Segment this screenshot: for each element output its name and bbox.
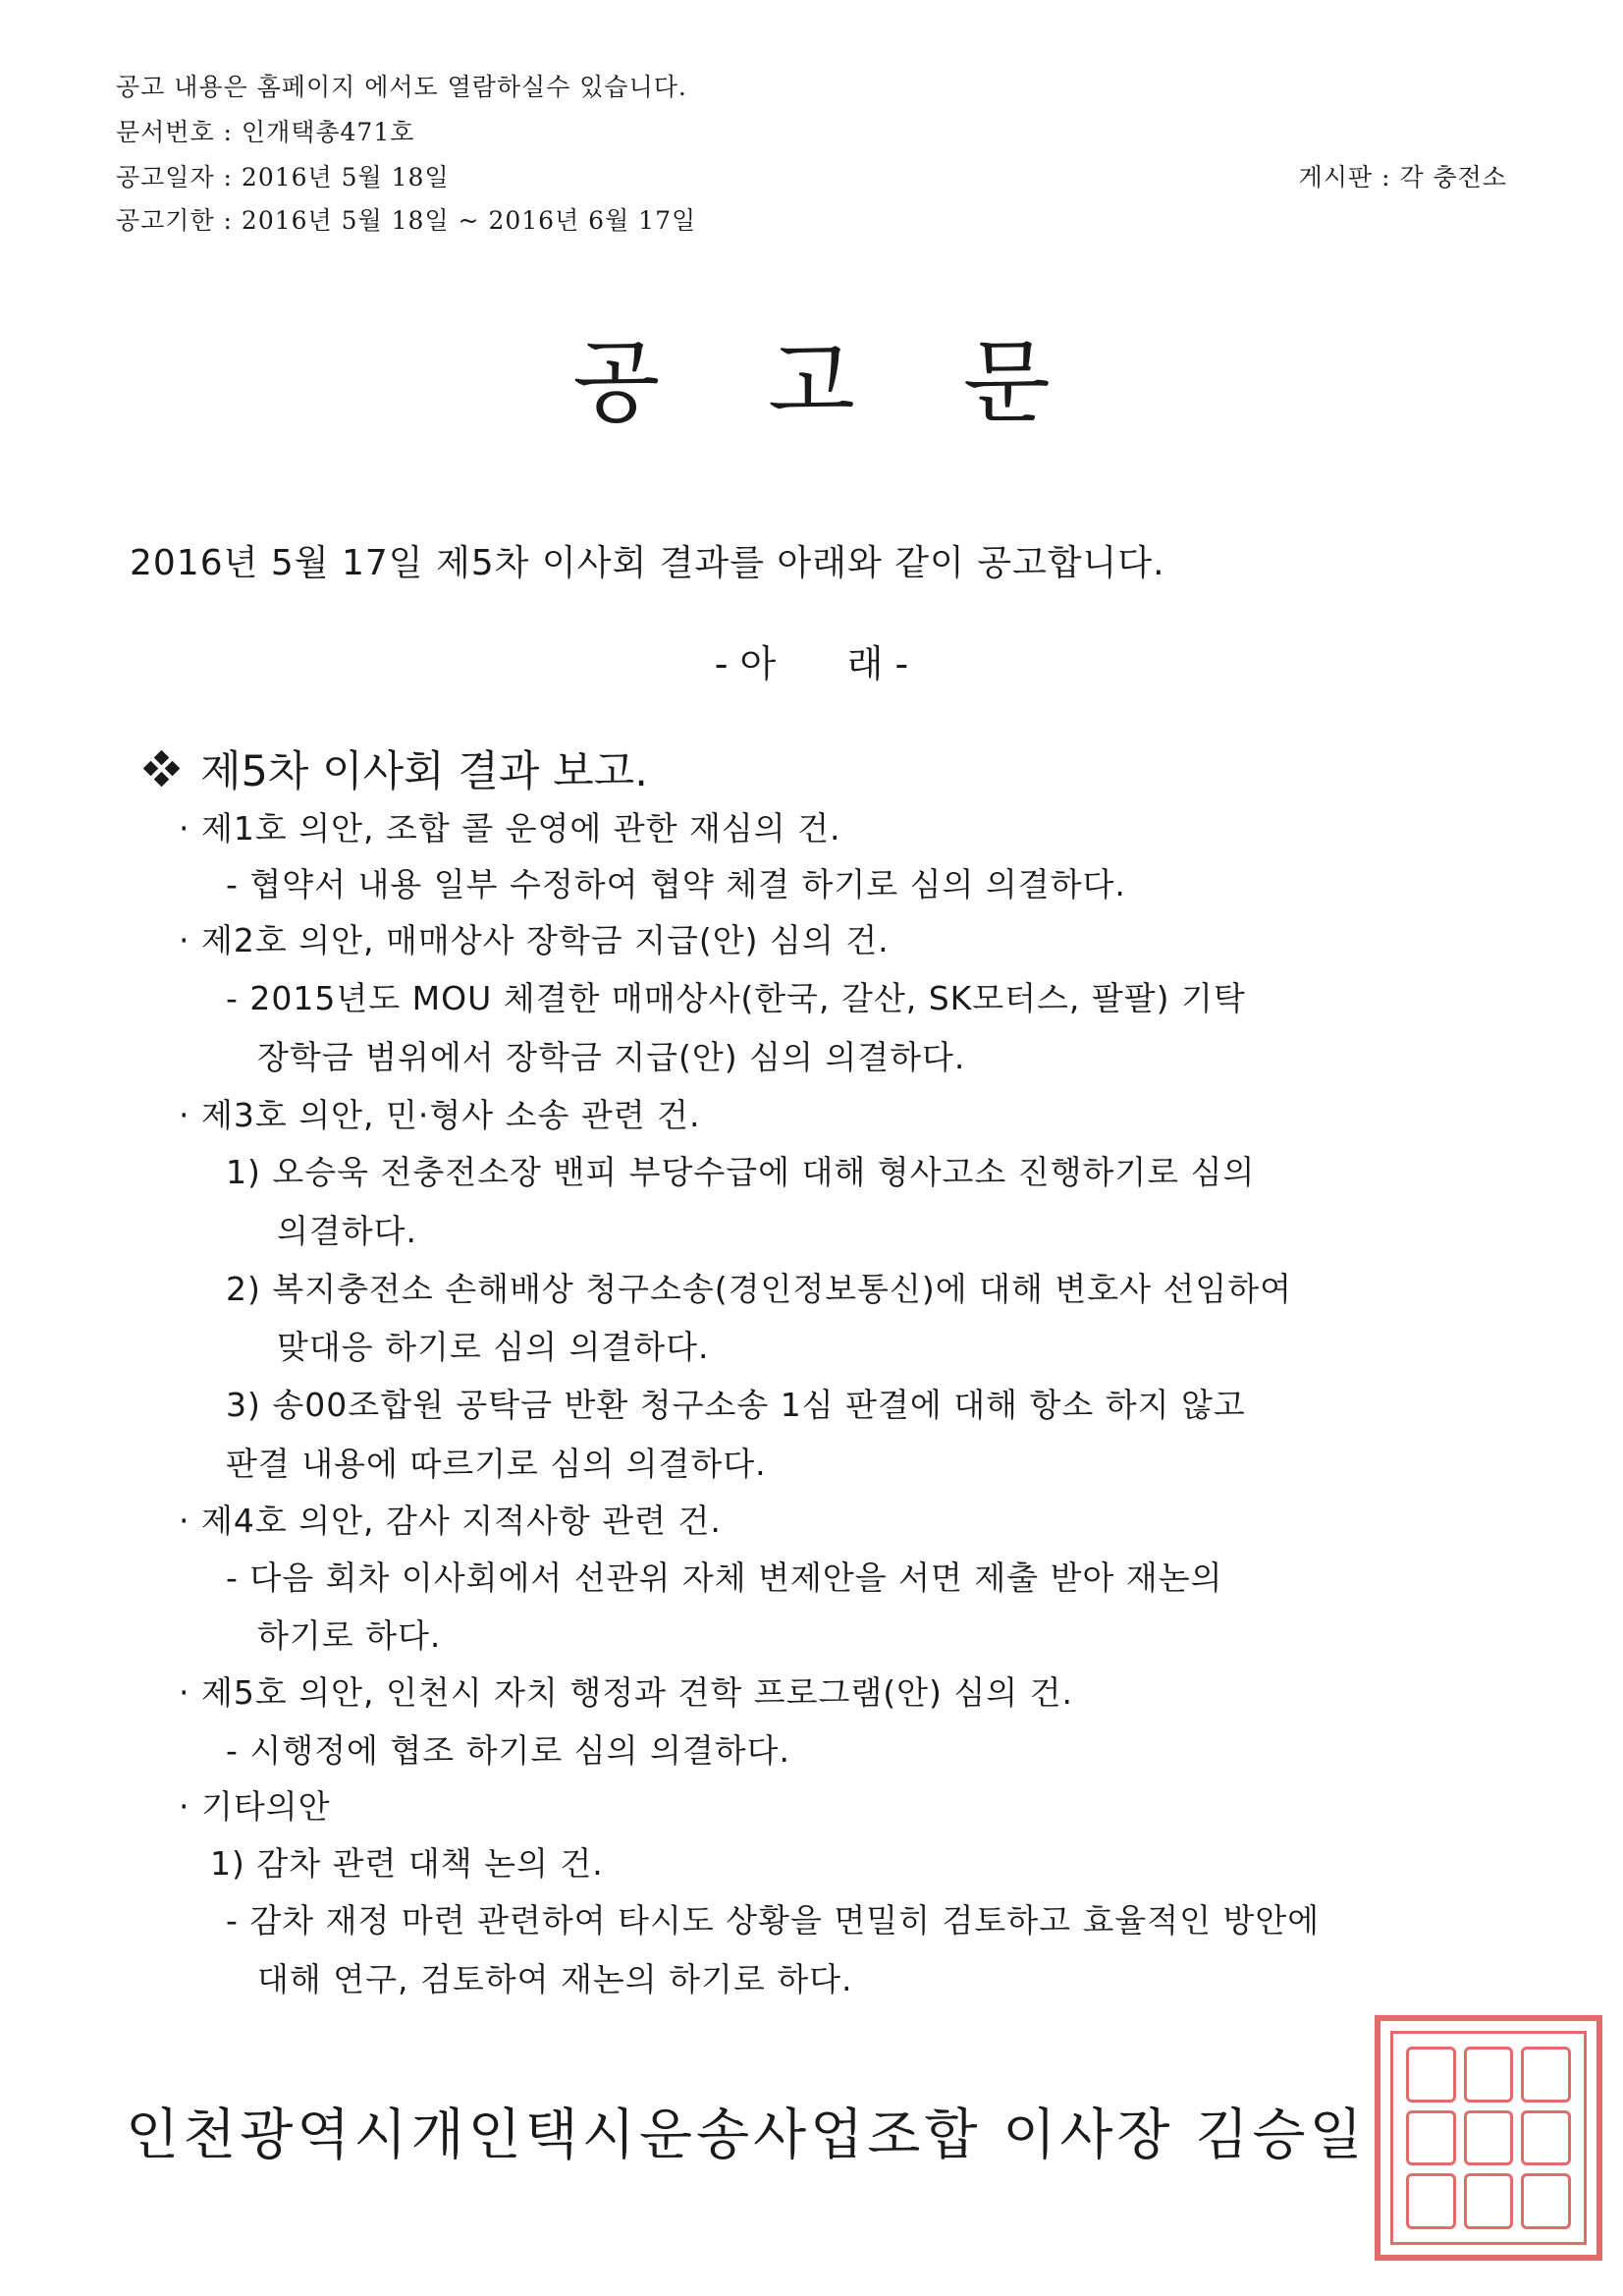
below-label: - 아 래 -	[714, 642, 909, 685]
item-4-detail: - 다음 회차 이사회에서 선관위 자체 변제안을 서면 제출 받아 재논의	[226, 1558, 1223, 1597]
four-diamond-icon	[145, 752, 179, 786]
item-other-sub-1: 1) 감차 관련 대책 논의 건.	[210, 1844, 604, 1883]
item-3-sub-1: 1) 오승욱 전충전소장 밴피 부당수급에 대해 형사고소 진행하기로 심의	[226, 1153, 1256, 1191]
section-heading-text: 제5차 이사회 결과 보고.	[200, 747, 648, 796]
item-other-title: · 기타의안	[179, 1787, 331, 1826]
homepage-notice: 공고 내용은 홈페이지 에서도 열람하실수 있습니다.	[116, 73, 687, 101]
official-seal-stamp	[1375, 2015, 1602, 2261]
intro-text: 2016년 5월 17일 제5차 이사회 결과를 아래와 같이 공고합니다.	[130, 543, 1165, 583]
item-5-detail: - 시행정에 협조 하기로 심의 의결하다.	[226, 1731, 791, 1770]
item-3-sub-2-cont: 맞대응 하기로 심의 의결하다.	[277, 1328, 710, 1366]
item-1-title: · 제1호 의안, 조합 콜 운영에 관한 재심의 건.	[179, 809, 841, 847]
item-other-detail: - 감차 재정 마련 관련하여 타시도 상황을 면밀히 검토하고 효율적인 방안에	[226, 1901, 1321, 1940]
item-3-sub-2: 2) 복지충전소 손해배상 청구소송(경인정보통신)에 대해 변호사 선임하여	[226, 1270, 1293, 1308]
section-heading	[145, 738, 648, 798]
issuer-signature-line: 인천광역시개인택시운송사업조합 이사장 김승일	[126, 2104, 1367, 2167]
item-4-title: · 제4호 의안, 감사 지적사항 관련 건.	[179, 1502, 722, 1540]
notice-period: 공고기한 : 2016년 5월 18일 ~ 2016년 6월 17일	[116, 206, 697, 235]
item-3-sub-3-cont: 판결 내용에 따르기로 심의 의결하다.	[226, 1445, 767, 1483]
item-2-detail-cont: 장학금 범위에서 장학금 지급(안) 심의 의결하다.	[257, 1038, 966, 1076]
item-3-sub-1-cont: 의결하다.	[277, 1212, 418, 1250]
item-1-detail: - 협약서 내용 일부 수정하여 협약 체결 하기로 심의 의결하다.	[226, 865, 1126, 903]
item-5-title: · 제5호 의안, 인천시 자치 행정과 견학 프로그램(안) 심의 건.	[179, 1673, 1073, 1712]
item-3-title: · 제3호 의안, 민·형사 소송 관련 건.	[179, 1096, 701, 1134]
document-title: 공고문	[572, 330, 1159, 435]
item-4-detail-cont: 하기로 하다.	[257, 1616, 442, 1655]
notice-date: 공고일자 : 2016년 5월 18일	[116, 163, 450, 191]
item-other-detail-cont: 대해 연구, 검토하여 재논의 하기로 하다.	[257, 1960, 853, 1998]
item-3-sub-3: 3) 송00조합원 공탁금 반환 청구소송 1심 판결에 대해 항소 하지 않고	[226, 1386, 1246, 1424]
document-number: 문서번호 : 인개택총471호	[116, 118, 415, 146]
item-2-detail: - 2015년도 MOU 체결한 매매상사(한국, 갈산, SK모터스, 팔팔) 기탁	[226, 979, 1246, 1017]
item-2-title: · 제2호 의안, 매매상사 장학금 지급(안) 심의 건.	[179, 921, 890, 959]
bulletin-board: 게시판 : 각 충전소	[1298, 163, 1507, 191]
